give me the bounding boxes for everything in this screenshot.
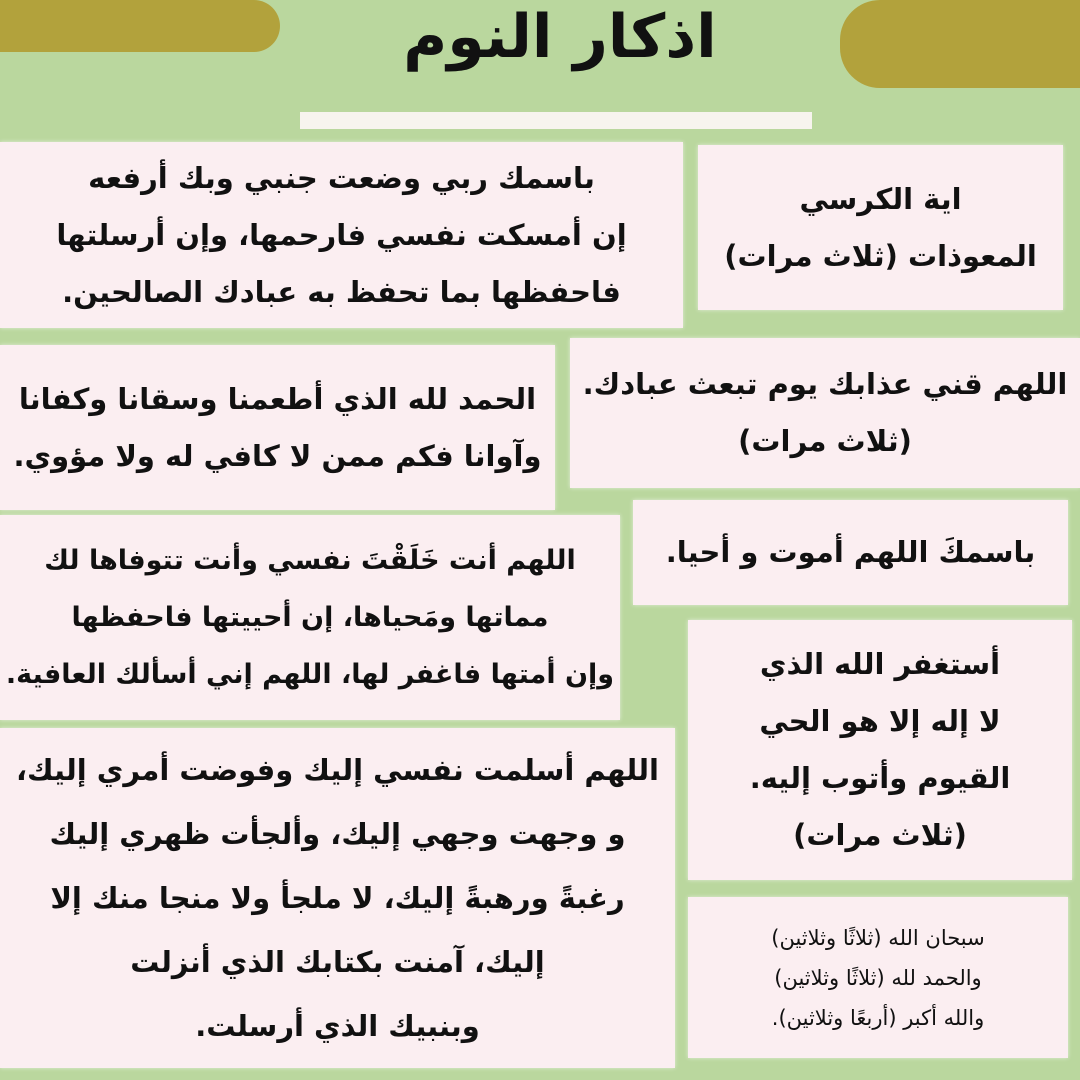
card-aslamtu (0, 728, 675, 1068)
card-line: والله أكبر (أربعًا وثلاثين). (771, 1005, 985, 1030)
card-line: اية الكرسي (799, 181, 962, 216)
card-tasbih (688, 897, 1068, 1058)
card-line: و وجهت وجهي إليك، وألجأت ظهري إليك (49, 817, 626, 851)
card-line: أستغفر الله الذي (759, 647, 1001, 681)
card-bismika-amut (633, 500, 1068, 605)
page-title: اذكار النوم (403, 2, 717, 72)
decorative-brush-right (840, 0, 1080, 88)
card-line: إن أمسكت نفسي فارحمها، وإن أرسلتها (56, 217, 627, 252)
card-line: (ثلاث مرات) (738, 424, 912, 458)
card-line: اللهم قني عذابك يوم تبعث عبادك. (582, 367, 1068, 401)
card-line: سبحان الله (ثلاثًا وثلاثين) (771, 925, 985, 950)
card-line: وبنبيك الذي أرسلت. (195, 1009, 480, 1043)
card-line: اللهم أنت خَلَقْتَ نفسي وأنت تتوفاها لك (44, 545, 576, 576)
decorative-brush-left (0, 0, 280, 52)
card-line: رغبةً ورهبةً إليك، لا ملجأ ولا منجا منك إلا (50, 881, 625, 915)
card-line: القيوم وأتوب إليه. (749, 761, 1011, 795)
card-bismika-rabbi (0, 142, 683, 328)
card-line: باسمك ربي وضعت جنبي وبك أرفعه (88, 160, 595, 195)
card-line: (ثلاث مرات) (793, 818, 967, 852)
title-underline (300, 112, 812, 129)
card-alhamdulillah (0, 345, 555, 510)
card-line: المعوذات (ثلاث مرات) (724, 238, 1037, 273)
card-astaghfirullah (688, 620, 1072, 880)
card-line: لا إله إلا هو الحي (759, 704, 1001, 738)
card-line: مماتها ومَحياها، إن أحييتها فاحفظها (71, 602, 549, 633)
card-line: والحمد لله (ثلاثًا وثلاثين) (774, 965, 982, 990)
card-qini-adhabak (570, 338, 1080, 488)
card-line: وإن أمتها فاغفر لها، اللهم إني أسألك العافية. (5, 659, 615, 690)
card-ayat-kursi (698, 145, 1063, 310)
card-anta-khalaqta (0, 515, 620, 720)
card-line: الحمد لله الذي أطعمنا وسقانا وكفانا (18, 381, 537, 416)
card-line: اللهم أسلمت نفسي إليك وفوضت أمري إليك، (16, 753, 659, 787)
card-line: وآوانا فكم ممن لا كافي له ولا مؤوي. (13, 438, 542, 473)
card-line: باسمكَ اللهم أموت و أحيا. (665, 535, 1036, 569)
card-line: فاحفظها بما تحفظ به عبادك الصالحين. (62, 274, 621, 309)
card-line: إليك، آمنت بكتابك الذي أنزلت (130, 945, 545, 979)
